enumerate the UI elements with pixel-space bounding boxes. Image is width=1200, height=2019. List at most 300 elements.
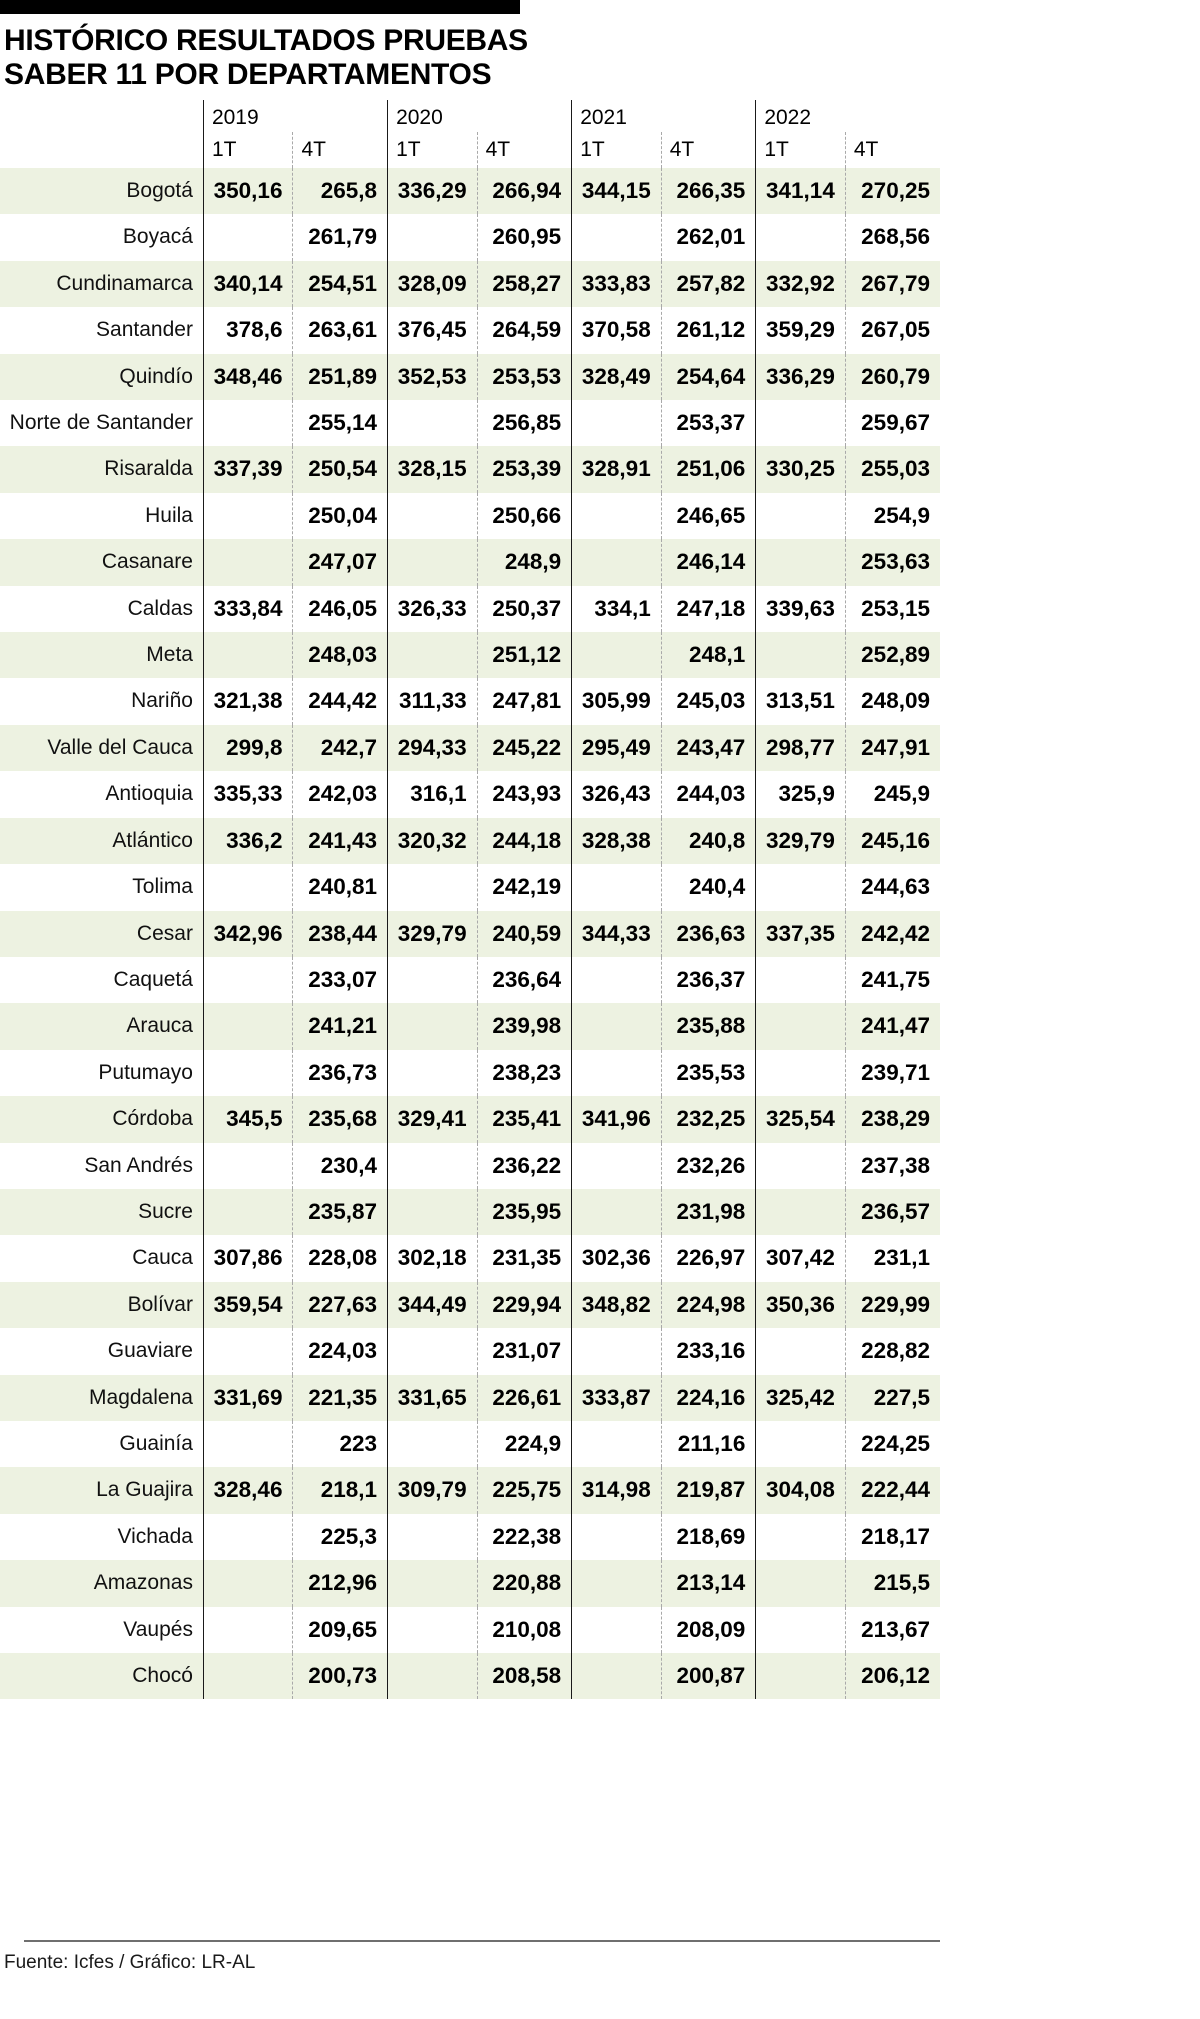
score-cell: 328,38 bbox=[572, 818, 662, 864]
score-cell: 328,09 bbox=[388, 261, 478, 307]
score-cell: 266,35 bbox=[661, 168, 756, 214]
score-cell bbox=[388, 1514, 478, 1560]
score-cell: 248,03 bbox=[293, 632, 388, 678]
score-cell: 340,14 bbox=[203, 261, 293, 307]
page-title-line-1: HISTÓRICO RESULTADOS PRUEBAS bbox=[4, 24, 528, 57]
department-name-cell: Santander bbox=[96, 318, 193, 342]
score-cell: 265,8 bbox=[293, 168, 388, 214]
score-cell: 299,8 bbox=[203, 725, 293, 771]
score-cell: 264,59 bbox=[477, 307, 572, 353]
score-cell: 236,37 bbox=[661, 957, 756, 1003]
table-row bbox=[0, 957, 940, 1003]
year-header-2022: 2022 bbox=[756, 100, 940, 132]
score-cell: 231,1 bbox=[845, 1235, 940, 1281]
score-cell: 231,07 bbox=[477, 1328, 572, 1374]
score-cell bbox=[388, 1050, 478, 1096]
score-cell: 200,73 bbox=[293, 1653, 388, 1699]
score-cell: 228,82 bbox=[845, 1328, 940, 1374]
score-cell: 261,12 bbox=[661, 307, 756, 353]
score-cell: 248,09 bbox=[845, 678, 940, 724]
score-cell: 334,1 bbox=[572, 586, 662, 632]
table-row bbox=[0, 261, 940, 307]
score-cell bbox=[388, 1560, 478, 1606]
score-cell bbox=[203, 1328, 293, 1374]
score-cell: 260,79 bbox=[845, 354, 940, 400]
score-cell: 233,07 bbox=[293, 957, 388, 1003]
score-cell bbox=[572, 1653, 662, 1699]
quarter-header-2022-1t: 1T bbox=[756, 132, 846, 168]
department-name-cell: Cauca bbox=[132, 1246, 193, 1270]
quarter-header-2020-1t: 1T bbox=[388, 132, 478, 168]
score-cell bbox=[756, 1328, 846, 1374]
score-cell bbox=[756, 864, 846, 910]
score-cell: 258,27 bbox=[477, 261, 572, 307]
score-cell: 370,58 bbox=[572, 307, 662, 353]
score-cell: 254,64 bbox=[661, 354, 756, 400]
score-cell: 348,46 bbox=[203, 354, 293, 400]
score-cell: 247,07 bbox=[293, 539, 388, 585]
results-table bbox=[0, 100, 940, 1699]
score-cell: 256,85 bbox=[477, 400, 572, 446]
score-cell bbox=[756, 1189, 846, 1235]
score-cell bbox=[388, 1607, 478, 1653]
score-cell: 236,57 bbox=[845, 1189, 940, 1235]
score-cell: 335,33 bbox=[203, 771, 293, 817]
score-cell bbox=[203, 1560, 293, 1606]
score-cell: 267,05 bbox=[845, 307, 940, 353]
score-cell: 240,59 bbox=[477, 911, 572, 957]
department-name-cell: Bolívar bbox=[0, 1282, 203, 1328]
score-cell: 231,98 bbox=[661, 1189, 756, 1235]
score-cell bbox=[756, 1421, 846, 1467]
score-cell: 208,09 bbox=[661, 1607, 756, 1653]
department-name-cell: Amazonas bbox=[0, 1560, 203, 1606]
dept-subheader-cell bbox=[0, 132, 203, 168]
department-name-cell: Arauca bbox=[0, 1003, 203, 1049]
score-cell: 224,03 bbox=[293, 1328, 388, 1374]
department-name-cell: Guaviare bbox=[107, 1339, 193, 1363]
score-cell: 270,25 bbox=[845, 168, 940, 214]
score-cell: 298,77 bbox=[756, 725, 846, 771]
score-cell: 229,99 bbox=[845, 1282, 940, 1328]
score-cell: 359,29 bbox=[756, 307, 846, 353]
score-cell: 247,81 bbox=[477, 678, 572, 724]
score-cell: 245,16 bbox=[845, 818, 940, 864]
score-cell bbox=[756, 400, 846, 446]
score-cell: 359,54 bbox=[203, 1282, 293, 1328]
department-name-cell: Casanare bbox=[0, 539, 203, 585]
score-cell bbox=[572, 1607, 662, 1653]
table-row bbox=[0, 632, 940, 678]
score-cell: 257,82 bbox=[661, 261, 756, 307]
score-cell: 259,67 bbox=[845, 400, 940, 446]
score-cell: 328,46 bbox=[203, 1467, 293, 1513]
score-cell: 261,79 bbox=[293, 214, 388, 260]
score-cell: 253,63 bbox=[845, 539, 940, 585]
department-name-cell: Norte de Santander bbox=[9, 411, 193, 435]
score-cell: 233,16 bbox=[661, 1328, 756, 1374]
table-row bbox=[0, 1514, 940, 1560]
score-cell: 326,43 bbox=[572, 771, 662, 817]
score-cell bbox=[572, 1143, 662, 1189]
score-cell: 218,1 bbox=[293, 1467, 388, 1513]
score-cell bbox=[203, 493, 293, 539]
score-cell: 325,54 bbox=[756, 1096, 846, 1142]
score-cell: 268,56 bbox=[845, 214, 940, 260]
quarter-header-2021-1t: 1T bbox=[572, 132, 662, 168]
department-name-cell: Tolima bbox=[132, 875, 193, 899]
score-cell: 328,15 bbox=[388, 446, 478, 492]
score-cell: 226,61 bbox=[477, 1375, 572, 1421]
score-cell: 208,58 bbox=[477, 1653, 572, 1699]
score-cell: 226,97 bbox=[661, 1235, 756, 1281]
department-name-cell: Caquetá bbox=[113, 967, 193, 991]
table-row bbox=[0, 1003, 940, 1049]
score-cell: 251,89 bbox=[293, 354, 388, 400]
score-cell bbox=[388, 1003, 478, 1049]
score-cell: 244,18 bbox=[477, 818, 572, 864]
department-name-cell: Córdoba bbox=[0, 1096, 203, 1142]
score-cell bbox=[756, 632, 846, 678]
score-cell: 260,95 bbox=[477, 214, 572, 260]
score-cell: 245,03 bbox=[661, 678, 756, 724]
score-cell: 344,33 bbox=[572, 911, 662, 957]
table-row bbox=[0, 864, 940, 910]
score-cell: 352,53 bbox=[388, 354, 478, 400]
score-cell bbox=[388, 957, 478, 1003]
table-row bbox=[0, 1282, 940, 1328]
score-cell: 325,42 bbox=[756, 1375, 846, 1421]
score-cell: 255,03 bbox=[845, 446, 940, 492]
score-cell: 206,12 bbox=[845, 1653, 940, 1699]
score-cell bbox=[388, 214, 478, 260]
department-name-cell: Nariño bbox=[131, 689, 193, 713]
score-cell: 262,01 bbox=[661, 214, 756, 260]
score-cell: 235,68 bbox=[293, 1096, 388, 1142]
score-cell: 242,42 bbox=[845, 911, 940, 957]
table-row bbox=[0, 539, 940, 585]
quarter-header-2019-4t: 4T bbox=[293, 132, 388, 168]
score-cell bbox=[388, 632, 478, 678]
department-name-cell: La Guajira bbox=[0, 1467, 203, 1513]
score-cell: 329,79 bbox=[388, 911, 478, 957]
score-cell: 376,45 bbox=[388, 307, 478, 353]
score-cell bbox=[388, 864, 478, 910]
score-cell bbox=[203, 1607, 293, 1653]
table-row bbox=[0, 1467, 940, 1513]
table-row bbox=[0, 1235, 940, 1281]
department-name-cell: Huila bbox=[145, 503, 193, 527]
score-cell: 223 bbox=[293, 1421, 388, 1467]
score-cell: 247,18 bbox=[661, 586, 756, 632]
score-cell bbox=[203, 1421, 293, 1467]
department-name-cell: Cesar bbox=[0, 911, 203, 957]
score-cell: 314,98 bbox=[572, 1467, 662, 1513]
quarter-header-row bbox=[0, 132, 940, 168]
score-cell: 236,22 bbox=[477, 1143, 572, 1189]
department-name-cell: Atlántico bbox=[0, 818, 203, 864]
score-cell: 240,8 bbox=[661, 818, 756, 864]
score-cell bbox=[756, 1607, 846, 1653]
score-cell: 244,42 bbox=[293, 678, 388, 724]
score-cell bbox=[756, 214, 846, 260]
department-name-cell: Risaralda bbox=[0, 446, 203, 492]
score-cell: 211,16 bbox=[661, 1421, 756, 1467]
table-row bbox=[0, 1421, 940, 1467]
score-cell: 213,14 bbox=[661, 1560, 756, 1606]
score-cell bbox=[388, 400, 478, 446]
score-cell bbox=[572, 214, 662, 260]
score-cell: 328,49 bbox=[572, 354, 662, 400]
score-cell bbox=[572, 1514, 662, 1560]
score-cell: 236,64 bbox=[477, 957, 572, 1003]
page-title-line-2: SABER 11 POR DEPARTAMENTOS bbox=[4, 58, 492, 92]
score-cell bbox=[203, 400, 293, 446]
score-cell bbox=[572, 539, 662, 585]
score-cell: 250,54 bbox=[293, 446, 388, 492]
score-cell: 320,32 bbox=[388, 818, 478, 864]
score-cell bbox=[572, 493, 662, 539]
score-cell: 344,15 bbox=[572, 168, 662, 214]
score-cell: 213,67 bbox=[845, 1607, 940, 1653]
score-cell: 253,53 bbox=[477, 354, 572, 400]
score-cell: 225,75 bbox=[477, 1467, 572, 1513]
score-cell bbox=[203, 1003, 293, 1049]
year-header-2019: 2019 bbox=[203, 100, 387, 132]
table-row bbox=[0, 1653, 940, 1699]
score-cell: 227,63 bbox=[293, 1282, 388, 1328]
table-row bbox=[0, 1189, 940, 1235]
score-cell: 251,06 bbox=[661, 446, 756, 492]
score-cell: 242,19 bbox=[477, 864, 572, 910]
score-cell: 255,14 bbox=[293, 400, 388, 446]
score-cell: 295,49 bbox=[572, 725, 662, 771]
score-cell: 212,96 bbox=[293, 1560, 388, 1606]
department-name-cell: Vichada bbox=[117, 1524, 193, 1548]
score-cell: 251,12 bbox=[477, 632, 572, 678]
score-cell: 224,16 bbox=[661, 1375, 756, 1421]
table-row bbox=[0, 446, 940, 492]
score-cell: 224,98 bbox=[661, 1282, 756, 1328]
department-name-cell: Vaupés bbox=[123, 1617, 193, 1641]
table-row bbox=[0, 493, 940, 539]
score-cell: 235,95 bbox=[477, 1189, 572, 1235]
score-cell bbox=[388, 493, 478, 539]
score-cell: 238,29 bbox=[845, 1096, 940, 1142]
table-row bbox=[0, 911, 940, 957]
score-cell: 302,18 bbox=[388, 1235, 478, 1281]
score-cell: 238,44 bbox=[293, 911, 388, 957]
table-row bbox=[0, 1560, 940, 1606]
score-cell: 326,33 bbox=[388, 586, 478, 632]
score-cell: 307,42 bbox=[756, 1235, 846, 1281]
score-cell: 333,87 bbox=[572, 1375, 662, 1421]
score-cell: 302,36 bbox=[572, 1235, 662, 1281]
score-cell bbox=[388, 1421, 478, 1467]
score-cell bbox=[203, 864, 293, 910]
score-cell bbox=[572, 1560, 662, 1606]
department-name-cell: Magdalena bbox=[0, 1375, 203, 1421]
table-row bbox=[0, 1143, 940, 1189]
score-cell bbox=[388, 1328, 478, 1374]
score-cell: 247,91 bbox=[845, 725, 940, 771]
score-cell: 329,79 bbox=[756, 818, 846, 864]
table-bottom-rule bbox=[24, 1940, 940, 1942]
score-cell: 209,65 bbox=[293, 1607, 388, 1653]
department-name-cell: Putumayo bbox=[98, 1060, 193, 1084]
table-row bbox=[0, 1096, 940, 1142]
table-row bbox=[0, 678, 940, 724]
score-cell bbox=[572, 1003, 662, 1049]
score-cell: 253,37 bbox=[661, 400, 756, 446]
score-cell: 243,93 bbox=[477, 771, 572, 817]
score-cell bbox=[203, 632, 293, 678]
score-cell bbox=[756, 1050, 846, 1096]
score-cell bbox=[388, 1189, 478, 1235]
score-cell: 235,41 bbox=[477, 1096, 572, 1142]
score-cell: 378,6 bbox=[203, 307, 293, 353]
score-cell: 243,47 bbox=[661, 725, 756, 771]
score-cell: 221,35 bbox=[293, 1375, 388, 1421]
score-cell: 250,66 bbox=[477, 493, 572, 539]
score-cell: 241,75 bbox=[845, 957, 940, 1003]
score-cell: 235,88 bbox=[661, 1003, 756, 1049]
score-cell: 313,51 bbox=[756, 678, 846, 724]
score-cell: 309,79 bbox=[388, 1467, 478, 1513]
table-row bbox=[0, 168, 940, 214]
department-name-cell: Valle del Cauca bbox=[0, 725, 203, 771]
score-cell: 331,69 bbox=[203, 1375, 293, 1421]
score-cell bbox=[756, 1653, 846, 1699]
score-cell: 311,33 bbox=[388, 678, 478, 724]
score-cell bbox=[203, 1653, 293, 1699]
score-cell: 241,47 bbox=[845, 1003, 940, 1049]
score-cell bbox=[756, 493, 846, 539]
score-cell: 222,44 bbox=[845, 1467, 940, 1513]
score-cell: 337,35 bbox=[756, 911, 846, 957]
score-cell: 331,65 bbox=[388, 1375, 478, 1421]
score-cell: 230,4 bbox=[293, 1143, 388, 1189]
score-cell: 215,5 bbox=[845, 1560, 940, 1606]
department-name-cell: Boyacá bbox=[122, 225, 193, 249]
score-cell: 220,88 bbox=[477, 1560, 572, 1606]
table-head bbox=[0, 100, 940, 168]
score-cell: 218,69 bbox=[661, 1514, 756, 1560]
score-cell: 224,9 bbox=[477, 1421, 572, 1467]
score-cell: 235,87 bbox=[293, 1189, 388, 1235]
year-header-2021: 2021 bbox=[572, 100, 756, 132]
score-cell: 304,08 bbox=[756, 1467, 846, 1513]
score-cell: 330,25 bbox=[756, 446, 846, 492]
score-cell: 241,43 bbox=[293, 818, 388, 864]
score-cell: 328,91 bbox=[572, 446, 662, 492]
score-cell: 341,96 bbox=[572, 1096, 662, 1142]
score-cell: 248,9 bbox=[477, 539, 572, 585]
score-cell bbox=[572, 632, 662, 678]
score-cell bbox=[203, 1143, 293, 1189]
table-row bbox=[0, 818, 940, 864]
table-row bbox=[0, 400, 940, 446]
score-cell bbox=[203, 1050, 293, 1096]
score-cell: 350,16 bbox=[203, 168, 293, 214]
score-cell: 344,49 bbox=[388, 1282, 478, 1328]
score-cell: 237,38 bbox=[845, 1143, 940, 1189]
year-header-row bbox=[0, 100, 940, 132]
score-cell: 253,39 bbox=[477, 446, 572, 492]
quarter-header-2022-4t: 4T bbox=[845, 132, 940, 168]
score-cell: 345,5 bbox=[203, 1096, 293, 1142]
score-cell bbox=[572, 1189, 662, 1235]
score-cell bbox=[203, 1514, 293, 1560]
table-row bbox=[0, 725, 940, 771]
department-name-cell: San Andrés bbox=[84, 1153, 193, 1177]
score-cell: 232,25 bbox=[661, 1096, 756, 1142]
dept-header-cell bbox=[0, 100, 203, 132]
score-cell: 219,87 bbox=[661, 1467, 756, 1513]
score-cell: 253,15 bbox=[845, 586, 940, 632]
score-cell: 239,71 bbox=[845, 1050, 940, 1096]
score-cell: 336,29 bbox=[756, 354, 846, 400]
score-cell: 350,36 bbox=[756, 1282, 846, 1328]
department-name-cell: Caldas bbox=[127, 596, 193, 620]
score-cell bbox=[203, 1189, 293, 1235]
department-name-cell: Bogotá bbox=[0, 168, 203, 214]
score-cell: 236,63 bbox=[661, 911, 756, 957]
score-cell bbox=[572, 400, 662, 446]
score-cell: 240,81 bbox=[293, 864, 388, 910]
department-name-cell: Cundinamarca bbox=[0, 261, 203, 307]
score-cell: 333,84 bbox=[203, 586, 293, 632]
department-name-cell: Guainía bbox=[119, 1431, 193, 1455]
score-cell: 242,7 bbox=[293, 725, 388, 771]
score-cell bbox=[388, 539, 478, 585]
score-cell: 236,73 bbox=[293, 1050, 388, 1096]
score-cell bbox=[572, 957, 662, 1003]
quarter-header-2020-4t: 4T bbox=[477, 132, 572, 168]
table-row bbox=[0, 1607, 940, 1653]
score-cell: 246,65 bbox=[661, 493, 756, 539]
score-cell: 240,4 bbox=[661, 864, 756, 910]
score-cell: 248,1 bbox=[661, 632, 756, 678]
score-cell: 250,37 bbox=[477, 586, 572, 632]
score-cell: 294,33 bbox=[388, 725, 478, 771]
score-cell: 224,25 bbox=[845, 1421, 940, 1467]
table-row bbox=[0, 586, 940, 632]
score-cell: 232,26 bbox=[661, 1143, 756, 1189]
score-cell: 307,86 bbox=[203, 1235, 293, 1281]
score-cell: 238,23 bbox=[477, 1050, 572, 1096]
table-row bbox=[0, 1328, 940, 1374]
score-cell bbox=[572, 1421, 662, 1467]
score-cell: 329,41 bbox=[388, 1096, 478, 1142]
score-cell bbox=[756, 539, 846, 585]
table-row bbox=[0, 307, 940, 353]
score-cell: 227,5 bbox=[845, 1375, 940, 1421]
score-cell: 228,08 bbox=[293, 1235, 388, 1281]
score-cell bbox=[203, 539, 293, 585]
table-row bbox=[0, 771, 940, 817]
score-cell: 348,82 bbox=[572, 1282, 662, 1328]
score-cell: 200,87 bbox=[661, 1653, 756, 1699]
score-cell: 246,05 bbox=[293, 586, 388, 632]
score-cell: 241,21 bbox=[293, 1003, 388, 1049]
score-cell: 316,1 bbox=[388, 771, 478, 817]
department-name-cell: Antioquia bbox=[105, 782, 193, 806]
score-cell bbox=[756, 1560, 846, 1606]
department-name-cell: Quindío bbox=[0, 354, 203, 400]
source-credit: Fuente: Icfes / Gráfico: LR-AL bbox=[4, 1952, 256, 1973]
top-black-rule bbox=[0, 0, 520, 14]
